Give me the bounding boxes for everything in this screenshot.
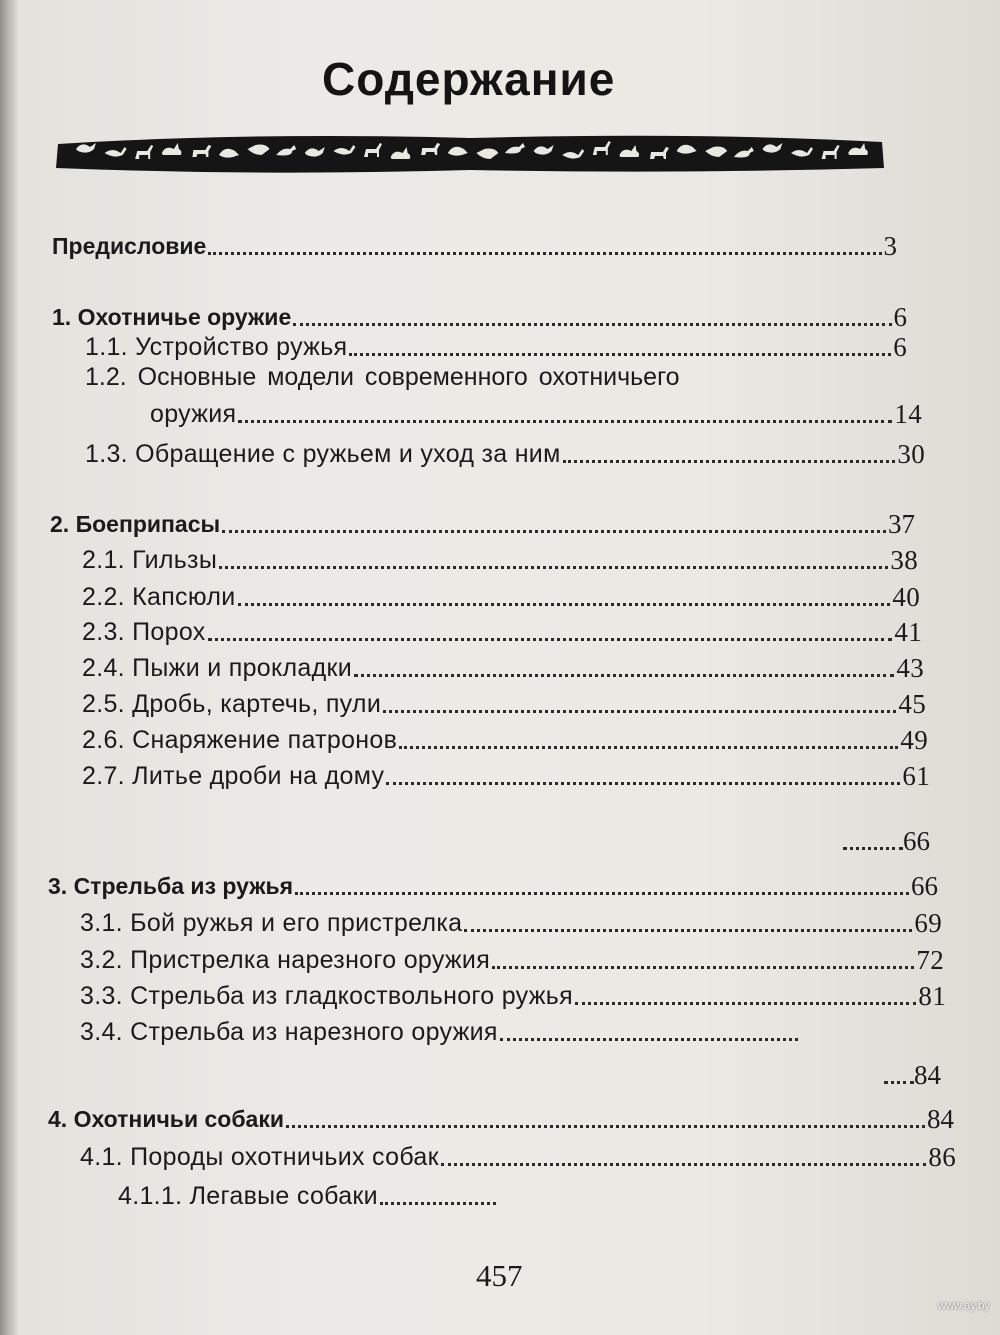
leader-dots [575, 1001, 916, 1005]
toc-page-number: 37 [888, 509, 915, 539]
toc-page-number: 66 [911, 871, 938, 901]
toc-entry-label: 2.3. Порох [82, 618, 206, 646]
toc-entry-4-1 [80, 1133, 956, 1173]
toc-entry-2-1 [82, 536, 918, 576]
leader-dots [399, 745, 898, 749]
toc-entry-label: 3. Стрельба из ружья [48, 873, 294, 899]
toc-page-number: 6 [893, 302, 907, 332]
leader-dots [238, 419, 892, 423]
toc-entry-label: 3.2. Пристрелка нарезного оружия [80, 946, 491, 974]
page-title: Содержание [322, 53, 616, 105]
leader-dots [286, 1124, 925, 1128]
toc-entry-label: 4.1.1. Легавые собаки [118, 1182, 378, 1210]
leader-dots [884, 1080, 914, 1084]
page-number-folio: 457 [476, 1258, 523, 1293]
leader-dots [208, 251, 881, 255]
leader-dots [500, 1037, 798, 1041]
leader-dots [380, 1201, 496, 1205]
leader-dots [349, 352, 891, 356]
leader-dots [843, 846, 903, 850]
page-gutter-shadow [0, 0, 18, 1335]
toc-entry-label: 2.7. Литье дроби на дому [82, 762, 385, 790]
watermark: www.ay.by [938, 1300, 990, 1312]
toc-entry-preface [52, 222, 897, 262]
toc-entry-label: 3.1. Бой ружья и его пристрелка [80, 909, 463, 937]
toc-entry-label: 1. Охотничье оружие [52, 304, 292, 330]
toc-page-number: 61 [902, 761, 930, 791]
toc-entry-label: 2. Боеприпасы [50, 511, 221, 537]
toc-entry-label: 1.3. Обращение с ружьем и уход за ним [85, 440, 561, 468]
leader-dots [354, 673, 894, 677]
toc-page-number-stray [843, 826, 930, 857]
toc-page-number: 86 [928, 1142, 956, 1172]
toc-entry-section-3 [48, 862, 938, 902]
leader-dots [386, 781, 900, 785]
leader-dots [383, 709, 896, 713]
toc-page-number: 41 [894, 617, 922, 647]
leader-dots [238, 602, 891, 606]
toc-page-number: 40 [892, 582, 920, 612]
toc-page-number: 38 [890, 545, 918, 575]
toc-page-number: 3 [883, 231, 897, 261]
toc-entry-2-3 [82, 608, 922, 648]
toc-entry-label: 2.5. Дробь, картечь, пули [82, 690, 382, 718]
toc-page-number: 66 [903, 826, 930, 856]
toc-entry-label: 4.1. Породы охотничьих собак [80, 1143, 439, 1171]
toc-entry-3-1 [80, 899, 942, 939]
toc-entry-1-3 [85, 430, 925, 470]
toc-entry-label: 3.4. Стрельба из нарезного оружия [80, 1018, 498, 1046]
toc-entry-label: 2.6. Снаряжение патронов [82, 726, 398, 754]
toc-entry-label: 1.1. Устройство ружья [85, 333, 348, 361]
toc-entry-3-2 [80, 936, 944, 976]
leader-dots [295, 891, 909, 895]
toc-page-number-stray [884, 1060, 941, 1091]
leader-dots [492, 965, 914, 969]
toc-entry-label: 2.2. Капсюли [82, 583, 236, 611]
toc-page-number: 45 [898, 689, 926, 719]
toc-page-number: 81 [918, 981, 946, 1011]
toc-page-number: 30 [897, 439, 925, 469]
toc-page-number: 49 [900, 725, 928, 755]
ornament-band [52, 128, 888, 176]
toc-entry-label: 3.3. Стрельба из гладкоствольного ружья [80, 982, 573, 1010]
toc-entry-label: Предисловие [52, 233, 207, 259]
toc-entry-2-5 [82, 680, 926, 720]
toc-page-number: 84 [927, 1104, 954, 1134]
toc-entry-label: 4. Охотничьи собаки [48, 1106, 284, 1132]
toc-page-number: 6 [893, 332, 907, 362]
toc-entry-label: оружия [150, 400, 237, 428]
toc-entry-2-4 [82, 644, 924, 684]
toc-entry-section-4 [48, 1095, 954, 1135]
toc-page-number: 84 [914, 1060, 941, 1090]
toc-entry-2-7 [82, 752, 930, 792]
toc-entry-4-1-1 [118, 1172, 498, 1212]
leader-dots [222, 529, 886, 533]
toc-page-number: 14 [894, 399, 922, 429]
leader-dots [464, 928, 912, 932]
leader-dots [208, 637, 893, 641]
toc-entry-3-3 [80, 972, 946, 1012]
toc-entry-label: 2.1. Гильзы [82, 546, 218, 574]
toc-entry-1-1 [85, 323, 907, 363]
toc-page-number: 69 [914, 908, 942, 938]
toc-page-number: 72 [916, 945, 944, 975]
toc-entry-1-2 [150, 390, 922, 430]
toc-entry-2-6 [82, 716, 928, 756]
leader-dots [219, 565, 888, 569]
toc-entry-3-4 [80, 1008, 800, 1048]
toc-entry-label: 2.4. Пыжи и прокладки [82, 654, 352, 682]
leader-dots [441, 1162, 927, 1166]
toc-entry-2-2 [82, 573, 920, 613]
leader-dots [563, 459, 896, 463]
toc-entry-1-2-first-line: 1.2. Основные модели современного охотничьего [85, 363, 680, 391]
toc-page-number: 43 [896, 653, 924, 683]
toc-entry-section-2 [50, 500, 915, 540]
